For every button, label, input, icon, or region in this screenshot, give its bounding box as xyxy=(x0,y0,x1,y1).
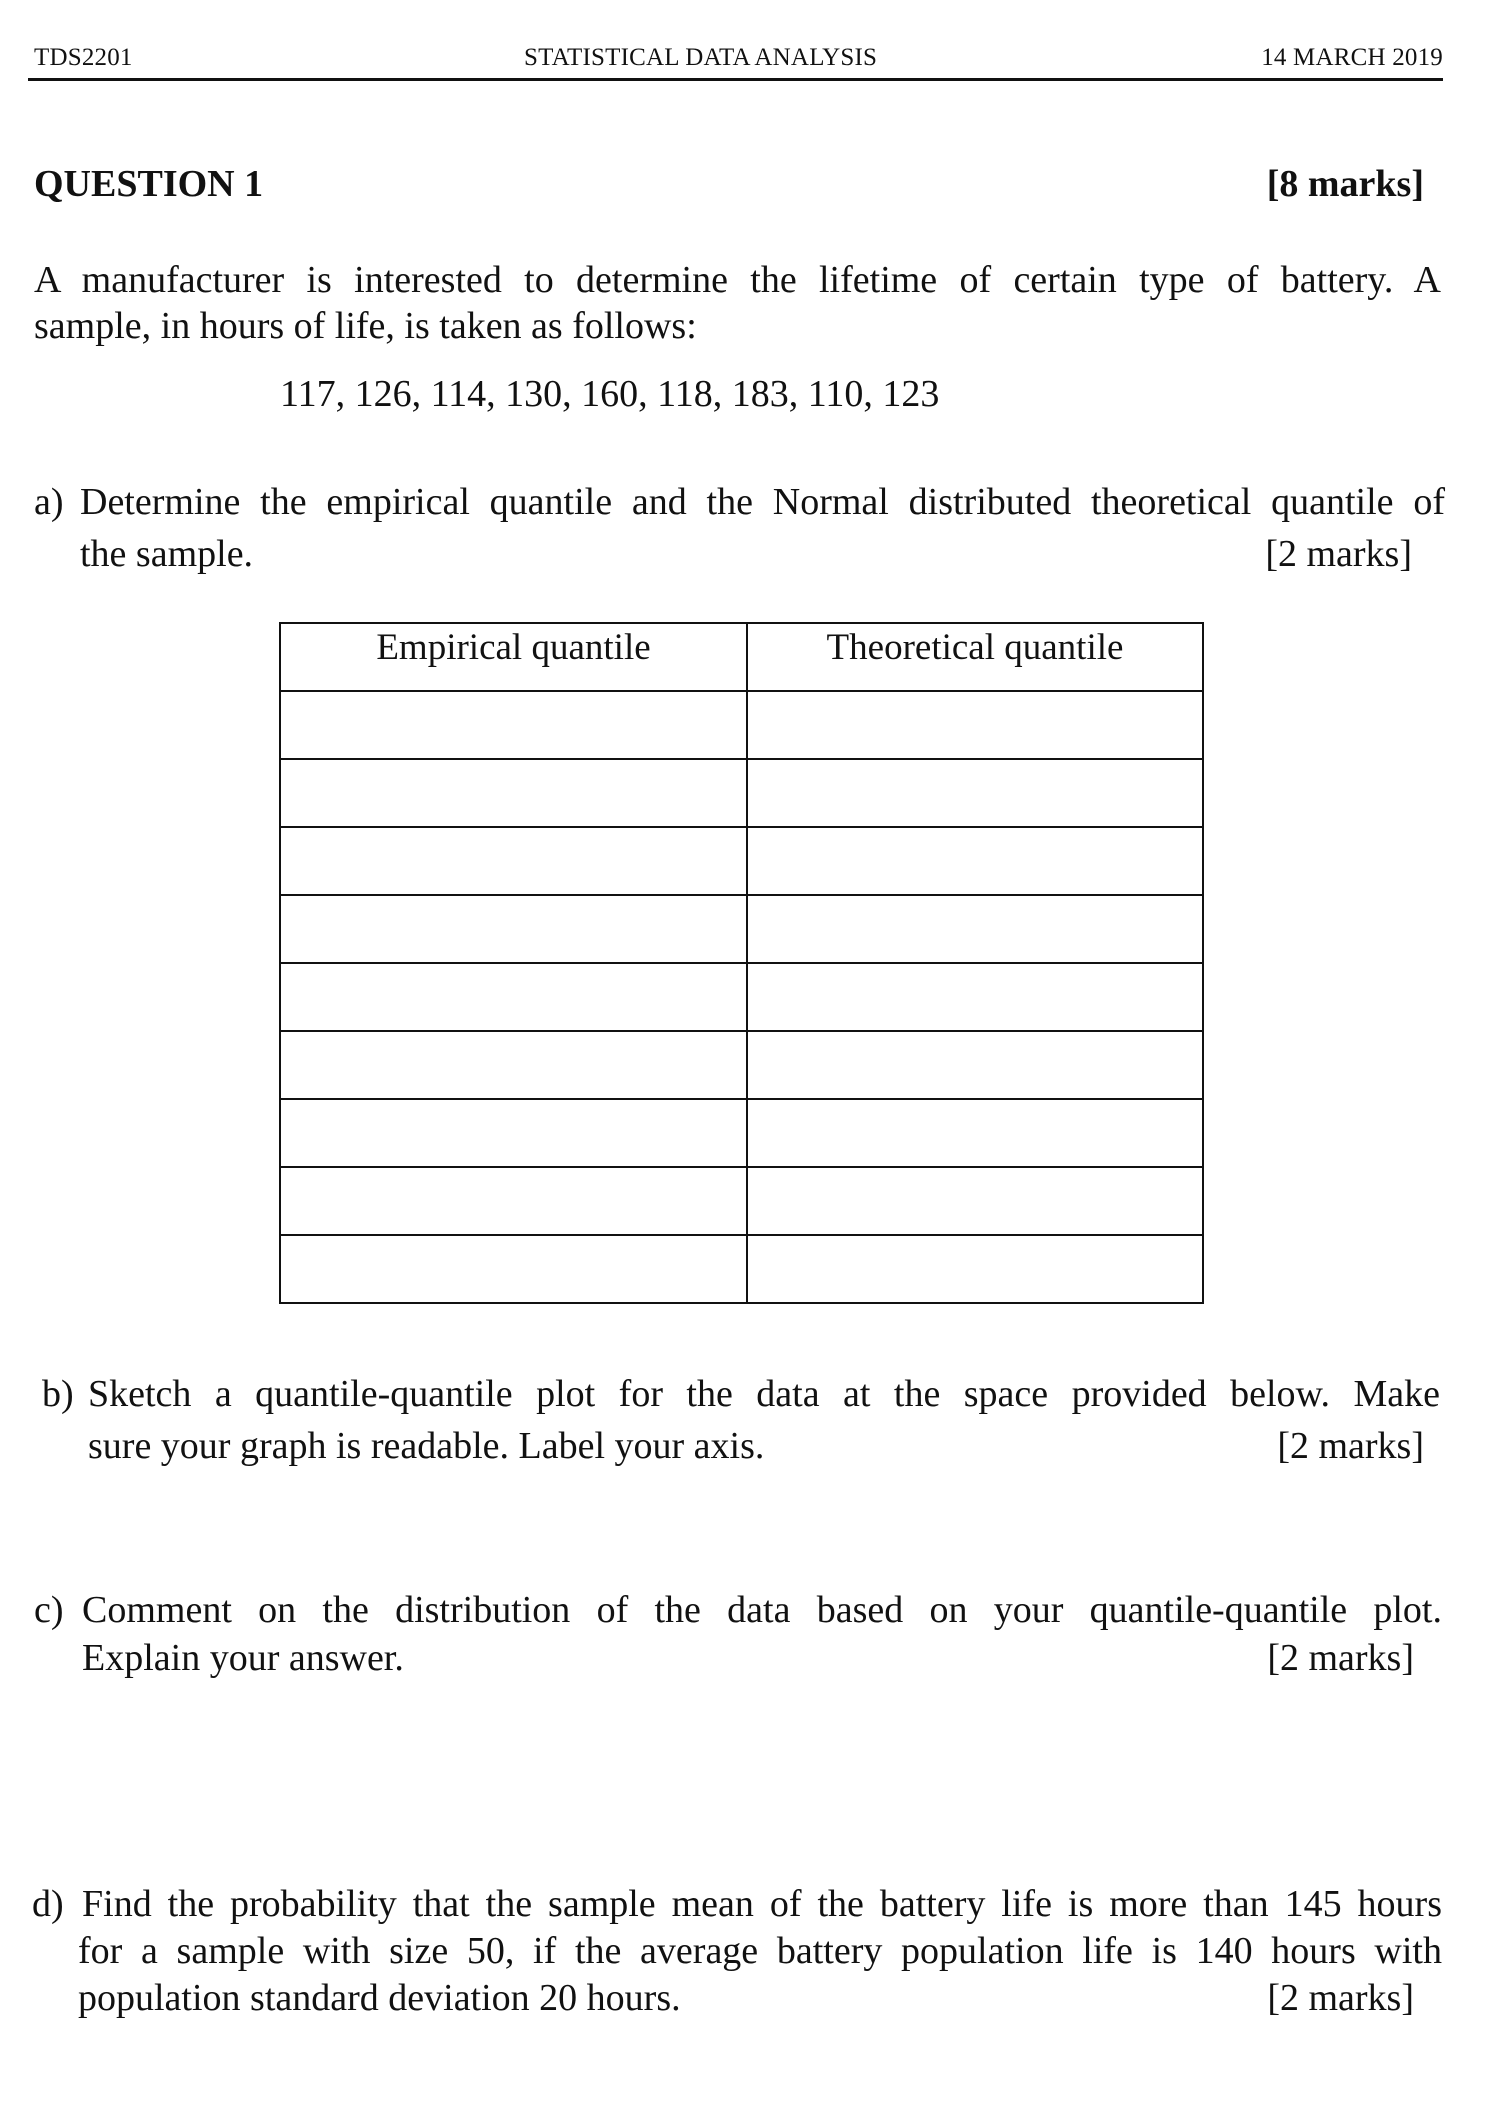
theoretical-cell[interactable] xyxy=(747,1167,1203,1235)
part-a-label: a) xyxy=(34,481,64,523)
theoretical-cell[interactable] xyxy=(747,1235,1203,1303)
part-b-line-2: sure your graph is readable. Label your axis. xyxy=(88,1425,765,1467)
intro-line-2: sample, in hours of life, is taken as follows: xyxy=(34,305,697,347)
question-title: QUESTION 1 xyxy=(34,163,264,205)
theoretical-cell[interactable] xyxy=(747,895,1203,963)
part-d-line-3: population standard deviation 20 hours. xyxy=(78,1977,681,2019)
empirical-cell[interactable] xyxy=(280,759,747,827)
part-c-line-2: Explain your answer. xyxy=(82,1637,404,1679)
exam-date: 14 MARCH 2019 xyxy=(1261,44,1443,71)
part-a-line-1: Determine the empirical quantile and the Normal distributed theoretical quantile of xyxy=(80,481,1445,523)
table-row xyxy=(280,691,1203,759)
part-b-label: b) xyxy=(42,1373,74,1415)
header-divider xyxy=(28,78,1443,81)
theoretical-cell[interactable] xyxy=(747,691,1203,759)
course-title: STATISTICAL DATA ANALYSIS xyxy=(524,44,878,71)
part-a-line-2: the sample. xyxy=(80,533,254,575)
table-row xyxy=(280,895,1203,963)
table-row xyxy=(280,759,1203,827)
part-d-label: d) xyxy=(32,1883,64,1925)
empirical-cell[interactable] xyxy=(280,827,747,895)
empirical-cell[interactable] xyxy=(280,963,747,1031)
theoretical-cell[interactable] xyxy=(747,1099,1203,1167)
empirical-cell[interactable] xyxy=(280,691,747,759)
table-row xyxy=(280,1031,1203,1099)
theoretical-cell[interactable] xyxy=(747,1031,1203,1099)
header-empirical-quantile: Empirical quantile xyxy=(280,623,747,691)
part-c-label: c) xyxy=(34,1589,64,1631)
header-theoretical-quantile: Theoretical quantile xyxy=(747,623,1203,691)
part-d-line-1: Find the probability that the sample mean of the battery life is more than 145 hours xyxy=(82,1883,1442,1925)
table-row xyxy=(280,1099,1203,1167)
course-code: TDS2201 xyxy=(34,44,133,71)
table-row xyxy=(280,1235,1203,1303)
intro-line-1: A manufacturer is interested to determine the lifetime of certain type of battery. A xyxy=(34,259,1441,301)
theoretical-cell[interactable] xyxy=(747,963,1203,1031)
empirical-cell[interactable] xyxy=(280,1235,747,1303)
table-row xyxy=(280,1167,1203,1235)
theoretical-cell[interactable] xyxy=(747,759,1203,827)
theoretical-cell[interactable] xyxy=(747,827,1203,895)
part-d-line-2: for a sample with size 50, if the average battery population life is 140 hours with xyxy=(78,1930,1442,1972)
part-b-line-1: Sketch a quantile-quantile plot for the data at the space provided below. Make xyxy=(88,1373,1440,1415)
quantile-table xyxy=(279,622,1204,1304)
empirical-cell[interactable] xyxy=(280,1167,747,1235)
part-d-marks: [2 marks] xyxy=(1267,1977,1414,2019)
part-c-marks: [2 marks] xyxy=(1267,1637,1414,1679)
part-c-line-1: Comment on the distribution of the data based on your quantile-quantile plot. xyxy=(82,1589,1442,1631)
empirical-cell[interactable] xyxy=(280,1099,747,1167)
table-header-row xyxy=(280,623,1203,691)
part-a-marks: [2 marks] xyxy=(1265,533,1412,575)
table-row xyxy=(280,827,1203,895)
empirical-cell[interactable] xyxy=(280,895,747,963)
table-row xyxy=(280,963,1203,1031)
part-b-marks: [2 marks] xyxy=(1277,1425,1424,1467)
question-marks: [8 marks] xyxy=(1266,163,1424,205)
sample-data-values: 117, 126, 114, 130, 160, 118, 183, 110, 123 xyxy=(280,373,940,415)
empirical-cell[interactable] xyxy=(280,1031,747,1099)
